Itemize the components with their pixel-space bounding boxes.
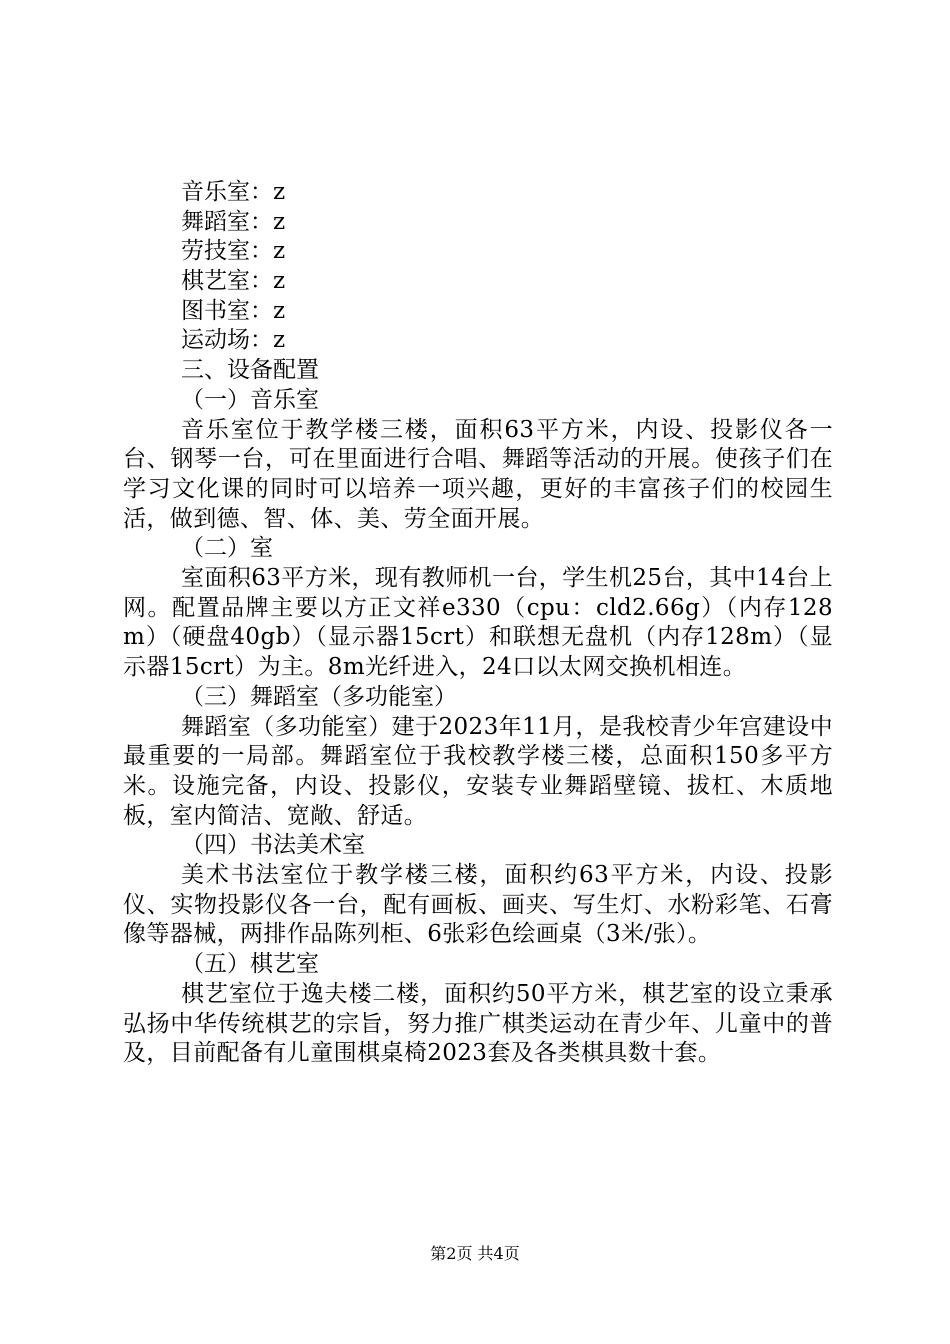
subsection-heading-chess: （五）棋艺室: [181, 951, 319, 978]
room-line-dance: 舞蹈室：z: [181, 208, 286, 235]
section-title: 三、设备配置: [181, 357, 319, 384]
page-footer: 第2页 共4页: [430, 1244, 520, 1263]
room-line-music: 音乐室：z: [181, 179, 286, 205]
subsection-body-art: 美术书法室位于教学楼三楼，面积约63平方米，内设、投影仪、实物投影仪各一台，配有画板、画夹、写生灯、水粉彩笔、石膏像等器械，两排作品陈列柜、6张彩色绘画桌（3米/张）。: [123, 862, 833, 948]
room-line-labor: 劳技室：z: [181, 238, 286, 265]
subsection-body-chess: 棋艺室位于逸夫楼二楼，面积约50平方米，棋艺室的设立秉承弘扬中华传统棋艺的宗旨，努力推广棋类运动在青少年、儿童中的普及，目前配备有儿童围棋桌椅2023套及各类棋具数十套。: [123, 980, 833, 1067]
subsection-body-dance: 舞蹈室（多功能室）建于2023年11月，是我校青少年宫建设中最重要的一局部。舞蹈室位于我校教学楼三楼，总面积150多平方米。设施完备，内设、投影仪，安装专业舞蹈壁镜、拔杠、木质地板，室内简洁、宽敞、舒适。: [123, 713, 833, 829]
document-body: [123, 178, 833, 1069]
subsection-heading-computer: （二）室: [181, 535, 273, 562]
room-line-chess: 棋艺室：z: [181, 268, 286, 295]
room-line-library: 图书室：z: [181, 297, 286, 324]
subsection-heading-dance: （三）舞蹈室（多功能室）: [181, 683, 457, 710]
subsection-heading-music: （一）音乐室: [181, 386, 319, 413]
room-line-sports: 运动场：z: [181, 327, 286, 354]
subsection-heading-art: （四）书法美术室: [181, 832, 365, 859]
subsection-body-computer: 室面积63平方米，现有教师机一台，学生机25台，其中14台上网。配置品牌主要以方正文祥e330（cpu：cld2.66g）（内存128m）（硬盘40gb）（显示器15crt）和联想无盘机（内存128m）（显示器15crt）为主。8m光纤进入，24口以太网交换机相连。: [123, 565, 833, 681]
subsection-body-music: 音乐室位于教学楼三楼，面积63平方米，内设、投影仪各一台、钢琴一台，可在里面进行合唱、舞蹈等活动的开展。使孩子们在学习文化课的同时可以培养一项兴趣，更好的丰富孩子们的校园生活，做到德、智、体、美、劳全面开展。: [123, 416, 833, 532]
